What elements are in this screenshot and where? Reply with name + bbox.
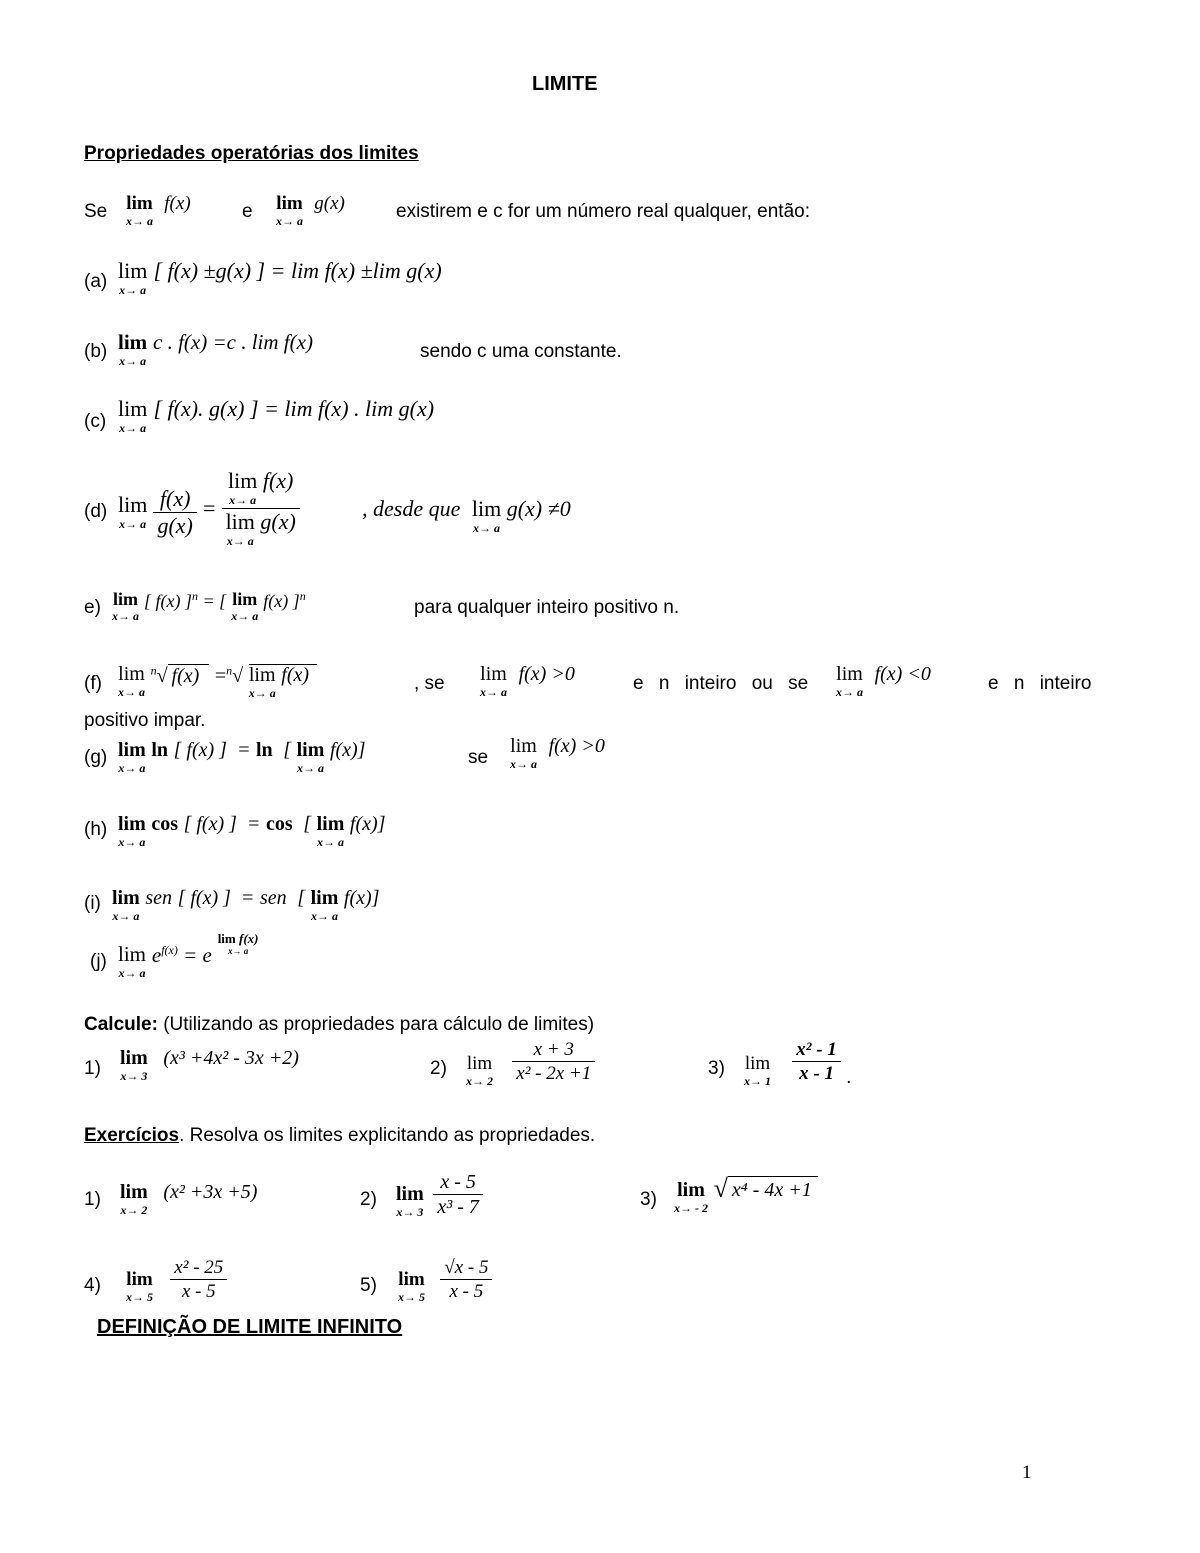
intro-se: Se [84, 201, 108, 222]
item-b-label: (b) [84, 341, 108, 362]
item-f-mid: e n inteiro ou se [633, 673, 809, 694]
ex-3-label: 3) [640, 1189, 657, 1210]
item-f-formula: lim x→ a $^n$√ f(x) =$^n$√ lim x→ a f(x) [118, 664, 317, 699]
item-f-continuation: positivo impar. [84, 710, 206, 731]
calcule-2-label: 2) [430, 1058, 447, 1079]
item-i-formula: lim x→ a sen [ f(x) ] = sen [ lim x→ a f(x)] [112, 887, 380, 923]
calcule-3-formula: lim x→ 1 $\frac{\text{x² - 1}}{x - 1}$ . [744, 1039, 852, 1088]
exercicios-heading: Exercícios. Resolva os limites explicitando as propriedades. [84, 1125, 596, 1146]
item-g-formula: lim x→ a ln [ f(x) ] = ln [ lim x→ a f(x)] [118, 739, 366, 775]
item-f-cond1: lim x→ a f(x) >0 [480, 663, 575, 699]
intro-e: e [242, 201, 253, 222]
page-number: 1 [1022, 1462, 1032, 1483]
calcule-2-formula: lim x→ 2 $\frac{x + 3}{\text{x² - 2x +1}}$ [466, 1040, 595, 1087]
intro-text: existirem e c for um número real qualquer, então: [396, 201, 810, 222]
ex-4-label: 4) [84, 1275, 101, 1296]
item-e-formula: lim x→ a [ f(x) ]$^n$ = [ lim x→ a f(x) ]$^n$ [112, 589, 306, 623]
intro-lim-f: lim x→ a f(x) [126, 193, 191, 228]
item-a-label: (a) [84, 271, 108, 292]
ex-1-formula: lim x→ 2 (x² +3x +5) [120, 1181, 258, 1217]
item-g-label: (g) [84, 747, 108, 768]
calcule-heading: Calcule: (Utilizando as propriedades para cálculo de limites) [84, 1014, 595, 1035]
item-f-se1: , se [414, 673, 445, 694]
item-a-formula: lim x→ a [ f(x) ±g(x) ] = lim f(x) ±lim g(x) [118, 258, 442, 297]
calcule-1-label: 1) [84, 1058, 101, 1079]
item-c-label: (c) [84, 411, 107, 432]
ex-5-formula: lim x→ 5 $\frac{√x - 5}{x - 5}$ [398, 1258, 492, 1303]
item-j-label: (j) [90, 951, 107, 972]
item-d-label: (d) [84, 501, 108, 522]
calcule-1-formula: lim x→ 3 (x³ +4x² - 3x +2) [120, 1047, 299, 1083]
item-h-label: (h) [84, 819, 108, 840]
item-h-formula: lim x→ a cos [ f(x) ] = cos [ lim x→ a f(x)] [118, 813, 386, 849]
item-g-cond: lim x→ a f(x) >0 [510, 735, 605, 771]
ex-2-label: 2) [360, 1189, 377, 1210]
calcule-3-label: 3) [708, 1058, 725, 1079]
item-f-label: (f) [84, 673, 102, 694]
item-b-text: sendo c uma constante. [420, 341, 622, 362]
ex-3-formula: lim x→ - 2 √ x⁴ - 4x +1 [674, 1180, 818, 1214]
item-c-formula: lim x→ a [ f(x). g(x) ] = lim f(x) . lim g(x) [118, 396, 435, 435]
item-d-condition: , desde que lim x→ a g(x) ≠0 [362, 496, 571, 535]
item-j-formula: lim x→ a $e^{f(x)} = e$ lim f(x) x→ a [118, 931, 259, 980]
page-title: LIMITE [532, 73, 598, 95]
ex-4-formula: lim x→ 5 $\frac{\text{x² - 25}}{x - 5}$ [126, 1258, 227, 1303]
item-i-label: (i) [84, 893, 101, 914]
item-b-formula: lim x→ a c . f(x) =c . lim f(x) [118, 330, 313, 368]
ex-5-label: 5) [360, 1275, 377, 1296]
ex-1-label: 1) [84, 1189, 101, 1210]
ex-2-formula: lim x→ 3 $\frac{x - 5}{\text{x³ - 7}}$ [396, 1172, 483, 1218]
intro-lim-g: lim x→ a g(x) [276, 193, 345, 228]
item-e-label: e) [84, 597, 101, 618]
item-d-formula: lim x→ a $\frac{f(x)}{g(x)}$ = lim x→ a f(x) lim x→ a g(x) [118, 470, 300, 547]
item-f-end: e n inteiro [988, 673, 1092, 694]
item-g-se: se [468, 747, 489, 768]
item-f-cond2: lim x→ a f(x) <0 [836, 663, 931, 699]
section-heading-properties: Propriedades operatórias dos limites [84, 143, 419, 164]
section-heading-infinite-limit: DEFINIÇÃO DE LIMITE INFINITO [97, 1316, 403, 1338]
item-e-text: para qualquer inteiro positivo n. [414, 597, 680, 618]
